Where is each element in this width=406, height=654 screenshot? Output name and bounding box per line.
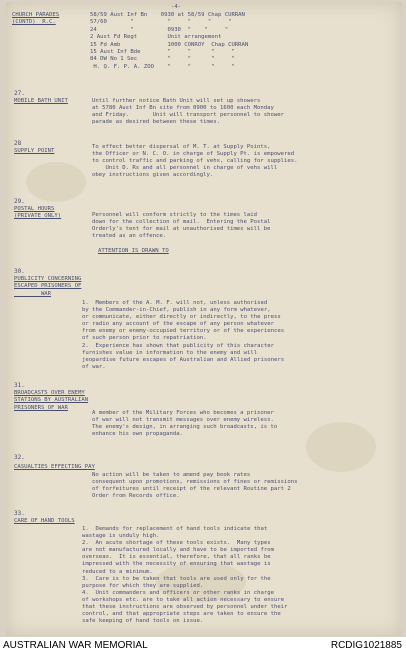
item-30-number: 30. — [14, 268, 25, 275]
item-27-heading: MOBILE BATH UNIT — [14, 98, 68, 104]
item-31-heading: BROADCASTS OVER ENEMY STATIONS BY AUSTRALIAN PRISONERS OF WAR — [14, 390, 89, 411]
item-31-number: 31. — [14, 382, 25, 389]
item-29-heading: POSTAL HOURS (PRIVATE ONLY) — [14, 206, 62, 220]
archive-footer — [0, 637, 406, 654]
item-27-number: 27. — [14, 90, 25, 97]
item-27-body: Until further notice Bath Unit will set up showers at 5780 Aust Inf Bn site from 0900 to 1600 each Monday and Friday. Unit will transport personnel to shower parade as desired between these times. — [92, 98, 284, 126]
item-31-body: A member of the Military Forces who becomes a prisoner of war will not transmit messages over enemy wireless. The enemy's design, in arranging such broadcasts, is to enhance his own propaganda. — [92, 410, 278, 438]
item-32-heading: CASUALTIES EFFECTING PAY — [14, 464, 95, 470]
item-33-number: 33. — [14, 510, 25, 517]
item-33-body: 1. Demands for replacement of hand tools indicate that wastage is unduly high. 2. An acute shortage of these tools exists. Many types are not manufactured locally and have to be imported from overseas. It is essential, therefore, that all ranks be impressed with the necessity of ensuring that wastage is reduced to a minimum. 3. Care is to be taken that tools are used only for the purpose for which they are supplied. 4. Unit commanders and officers or other ranks in charge of workshops etc. are to take all action necessary to ensure that these instructions are observed by personnel under their control, and that appropriate steps are taken to ensure the safe keeping of hand tools on issue. — [82, 526, 288, 625]
document-page — [6, 2, 402, 636]
item-28-number: 28 — [14, 140, 22, 147]
church-parades-heading: CHURCH PARADES (CONTD) R.C. — [12, 12, 60, 26]
item-29-body: Personnel will conform strictly to the times laid down for the collection of mail. Entering the Postal Orderly's tent for mail at unauthorised times will be treated as an offence. — [92, 212, 271, 240]
footer-reference-id: RCDIG1021885 — [330, 640, 402, 651]
item-33-heading: CARE OF HAND TOOLS — [14, 518, 75, 524]
item-32-number: 32. — [14, 454, 25, 461]
item-29-number: 29. — [14, 198, 25, 205]
item-28-heading: SUPPLY POINT — [14, 148, 55, 154]
item-28-body: To effect better dispersal of M. T. at Supply Points, the Officer or N. C. O. in charge of Supply Pt. is empowered to control traffic and parking of vehs, calling for supplies. Unit D. Rs and all personnel in charge of vehs will obey instructions given accordingly. — [92, 144, 298, 179]
item-30-heading: PUBLICITY CONCERNING ESCAPED PRISONERS OF WAR — [14, 276, 82, 297]
item-32-body: No action will be taken to amend pay book rates consequent upon promotions, remissions of fines or remissions of forfeitures until receipt of the relevant Routine part 2 Order from Records office. — [92, 472, 298, 500]
attention-note: ATTENTION IS DRAWN TO — [98, 248, 169, 254]
footer-source: AUSTRALIAN WAR MEMORIAL — [3, 640, 148, 651]
item-30-body: 1. Members of the A. M. F. will not, unless authorised by the Commander-in-Chief, publish in any form whatever, or communicate, either directly or indirectly, to the press or radio any account of the escape of any person whatever from enemy or enemy-occupied territory or of the experiences of such person prior to repatriation. 2. Experience has shown that publicity of this character furnishes value in information to the enemy and will jeopardise future escapes of Australian and Allied prisoners of war. — [82, 300, 285, 370]
page-marker: -4- — [171, 4, 182, 10]
church-parades-table: 58/59 Aust Inf Bn 0930 at 58/59 Chap CURRAN 57/60 " " " " " 24 " 0930 " " " 2 Aust Fd Regt Unit arrangement 15 Fd Amb 1000 CONROY Chap CURRAN 15 Aust Inf Bde " " " " 84 DW No 1 Sec " " " " H. Q. F. P. A. ZOO " " " " — [90, 12, 249, 70]
